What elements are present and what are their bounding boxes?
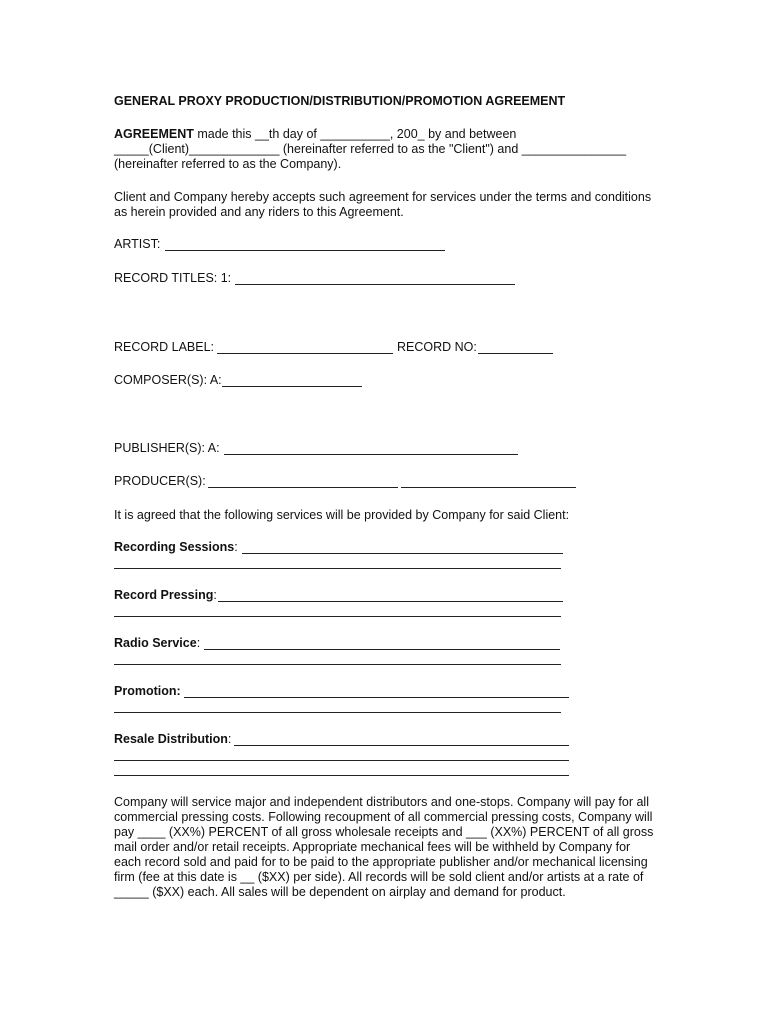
radio-service-blank-2[interactable] [114, 664, 561, 665]
producers-label: PRODUCER(S): [114, 474, 206, 488]
intro-line-1 [114, 127, 516, 142]
closing-line-6: firm (fee at this date is __ ($XX) per side). All records will be sold client and/or artists at a rate of [114, 870, 644, 884]
record-no-label: RECORD NO: [397, 340, 477, 354]
services-intro: It is agreed that the following services will be provided by Company for said Client: [114, 508, 570, 522]
record-pressing-colon: : [213, 588, 217, 602]
resale-distribution-blank-1[interactable] [234, 745, 569, 746]
record-pressing-label: Record Pressing [114, 588, 214, 602]
record-label-blank[interactable] [217, 353, 393, 354]
radio-service-colon: : [196, 636, 201, 650]
intro-bold-word: AGREEMENT [114, 127, 194, 141]
recording-sessions-blank-2[interactable] [114, 568, 561, 569]
resale-distribution-label: Resale Distribution [114, 732, 228, 746]
recording-sessions-row [114, 540, 238, 555]
record-pressing-row [114, 588, 217, 603]
resale-distribution-colon: : [227, 732, 232, 746]
document-title: GENERAL PROXY PRODUCTION/DISTRIBUTION/PROMOTION AGREEMENT [114, 94, 566, 108]
closing-line-5: each record sold and paid for to be paid to the appropriate publisher and/or mechanical licensing [114, 855, 648, 869]
closing-line-4: mail order and/or retail receipts. Appropriate mechanical fees will be withheld by Company for [114, 840, 631, 854]
publishers-label: PUBLISHER(S): A: [114, 441, 220, 455]
composers-blank[interactable] [222, 386, 362, 387]
record-no-blank[interactable] [478, 353, 553, 354]
producers-blank-2[interactable] [401, 487, 576, 488]
composers-label: COMPOSER(S): A: [114, 373, 222, 387]
recording-sessions-label: Recording Sessions [114, 540, 235, 554]
resale-distribution-blank-3[interactable] [114, 775, 569, 776]
resale-distribution-blank-2[interactable] [114, 760, 569, 761]
artist-blank[interactable] [165, 250, 445, 251]
acceptance-line-1: Client and Company hereby accepts such agreement for services under the terms and conditions [114, 190, 652, 204]
closing-line-7: _____ ($XX) each. All sales will be dependent on airplay and demand for product. [114, 885, 566, 899]
intro-line-1-rest: made this __th day of __________, 200_ by and between [193, 127, 517, 141]
producers-blank-1[interactable] [208, 487, 398, 488]
closing-line-2: commercial pressing costs. Following recoupment of all commercial pressing costs, Company will [114, 810, 653, 824]
intro-line-2: _____(Client)_____________ (hereinafter referred to as the "Client") and _______________ [114, 142, 627, 156]
radio-service-blank-1[interactable] [204, 649, 560, 650]
radio-service-row [114, 636, 200, 651]
promotion-blank-2[interactable] [114, 712, 561, 713]
radio-service-label: Radio Service [114, 636, 197, 650]
record-pressing-blank-2[interactable] [114, 616, 561, 617]
record-titles-blank[interactable] [235, 284, 515, 285]
recording-sessions-blank-1[interactable] [242, 553, 563, 554]
resale-distribution-row [114, 732, 231, 747]
acceptance-line-2: as herein provided and any riders to this Agreement. [114, 205, 404, 219]
artist-label: ARTIST: [114, 237, 161, 251]
recording-sessions-colon: : [234, 540, 238, 554]
promotion-label: Promotion: [114, 684, 181, 698]
record-label-label: RECORD LABEL: [114, 340, 215, 354]
intro-line-3: (hereinafter referred to as the Company). [114, 157, 342, 171]
closing-line-3: pay ____ (XX%) PERCENT of all gross wholesale receipts and ___ (XX%) PERCENT of all gross [114, 825, 654, 839]
promotion-blank-1[interactable] [184, 697, 569, 698]
publishers-blank[interactable] [224, 454, 518, 455]
closing-line-1: Company will service major and independent distributors and one-stops. Company will pay for all [114, 795, 649, 809]
record-pressing-blank-1[interactable] [218, 601, 563, 602]
record-titles-label: RECORD TITLES: 1: [114, 271, 232, 285]
